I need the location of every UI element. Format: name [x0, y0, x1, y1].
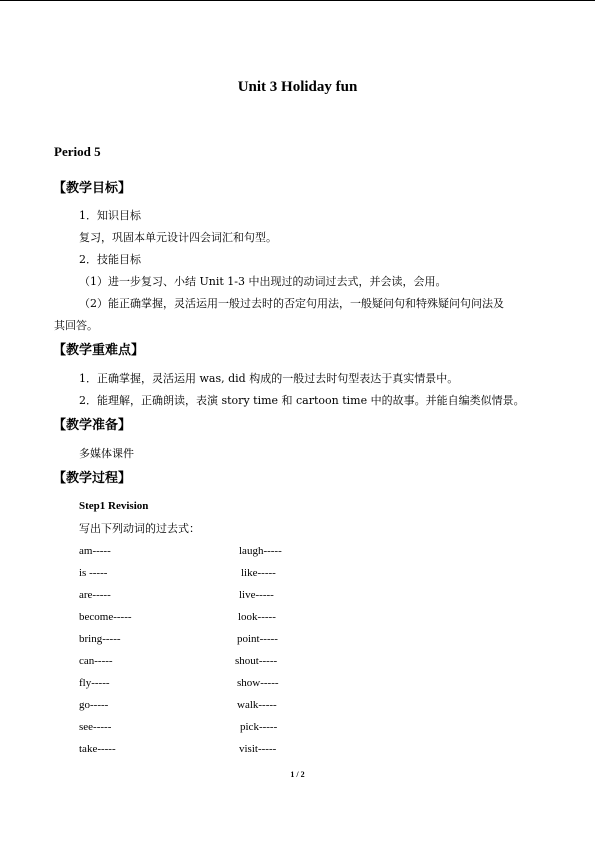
verb-item-right: show-----: [237, 677, 279, 689]
verb-item-left: become-----: [79, 611, 132, 623]
verb-item-left: bring-----: [79, 633, 121, 645]
step-instruction: 写出下列动词的过去式：: [79, 522, 200, 535]
heading-preparation: 【教学准备】: [53, 418, 132, 433]
document-title: Unit 3 Holiday fun: [237, 79, 358, 95]
objective-line-1: 1．知识目标: [79, 209, 141, 222]
heading-objectives: 【教学目标】: [53, 181, 132, 196]
verb-item-right: laugh-----: [239, 545, 282, 557]
verb-item-left: see-----: [79, 721, 112, 733]
preparation-line-1: 多媒体课件: [79, 447, 134, 460]
verb-item-left: take-----: [79, 743, 116, 755]
heading-process: 【教学过程】: [53, 471, 132, 486]
page-number: 1 / 2: [290, 770, 305, 779]
verb-item-right: visit-----: [239, 743, 277, 755]
verb-item-right: like-----: [241, 567, 276, 579]
objective-line-6: 其回答。: [54, 319, 98, 332]
objective-line-5: （2）能正确掌握，灵活运用一般过去时的否定句用法，一般疑问句和特殊疑问句问法及: [79, 297, 504, 310]
verb-item-right: live-----: [239, 589, 274, 601]
verb-item-left: can-----: [79, 655, 113, 667]
verb-item-right: shout-----: [235, 655, 278, 667]
verb-item-left: is -----: [79, 567, 108, 579]
key-point-line-2: 2．能理解，正确朗读，表演 story time 和 cartoon time 中的故事。并能自编类似情景。: [79, 394, 525, 407]
objective-line-2: 复习，巩固本单元设计四会词汇和句型。: [79, 231, 277, 244]
verb-item-left: are-----: [79, 589, 111, 601]
key-point-line-1: 1．正确掌握，灵活运用 was, did 构成的一般过去时句型表达于真实情景中。: [79, 372, 459, 385]
verb-item-right: pick-----: [240, 721, 278, 733]
period-label: Period 5: [54, 144, 101, 159]
step-title: Step1 Revision: [79, 500, 149, 512]
objective-line-4: （1）进一步复习、小结 Unit 1-3 中出现过的动词过去式，并会读，会用。: [79, 275, 447, 288]
verb-item-right: look-----: [238, 611, 276, 623]
objective-line-3: 2．技能目标: [79, 253, 141, 266]
heading-key-points: 【教学重难点】: [53, 343, 145, 358]
verb-item-right: walk-----: [237, 699, 277, 711]
verb-item-right: point-----: [237, 633, 278, 645]
verb-item-left: fly-----: [79, 677, 110, 689]
verb-item-left: am-----: [79, 545, 111, 557]
top-rule: [0, 0, 595, 1]
verb-item-left: go-----: [79, 699, 109, 711]
